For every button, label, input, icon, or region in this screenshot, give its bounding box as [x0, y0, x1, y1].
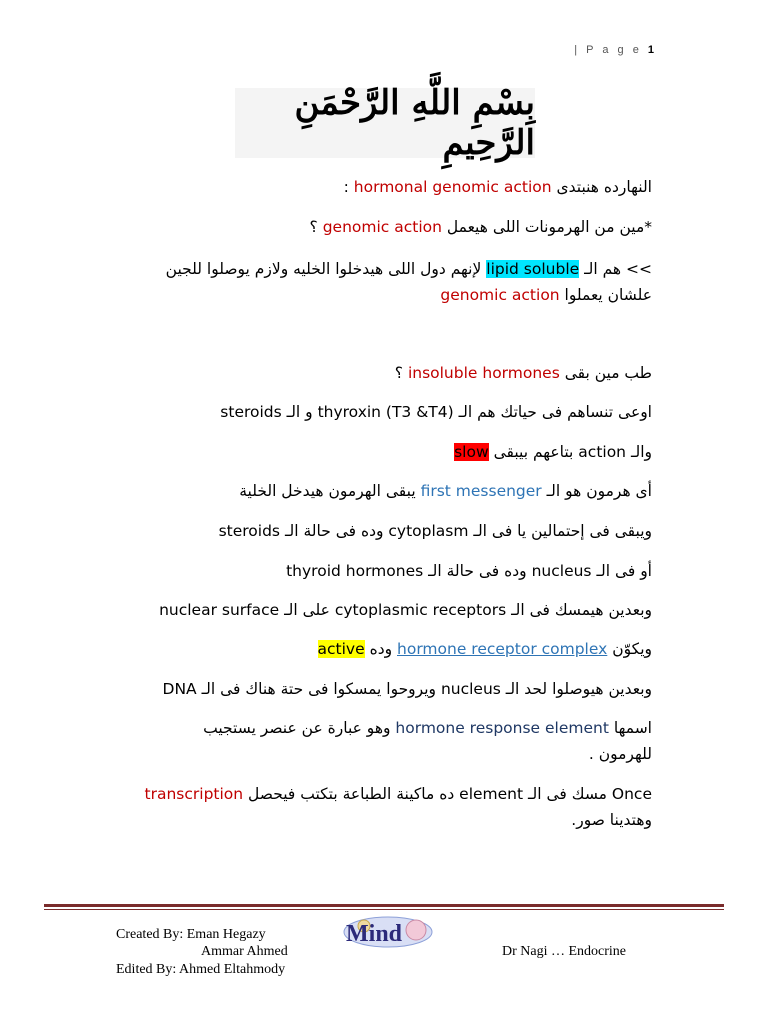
basmala-heading: بِسْمِ اللَّهِ الرَّحْمَنِ الرَّحِيمِ [235, 88, 535, 158]
footer-divider-thin [44, 909, 724, 910]
text-line: النهارده هنبتدى hormonal genomic action : [343, 178, 652, 196]
page-number: | P a g e 1 [574, 44, 654, 56]
text-line: علشان يعملوا genomic action [440, 286, 652, 304]
text-line: Once مسك فى الـ element ده ماكينة الطباعة بتكتب فيحصل transcription [144, 785, 652, 803]
minds-logo [338, 912, 448, 952]
footer-course: Dr Nagi … Endocrine [502, 944, 627, 959]
text-line: وبعدين هيوصلوا لحد الـ nucleus ويروحوا يمسكوا فى حتة هناك فى الـ DNA [162, 680, 652, 698]
footer-second-author: Ammar Ahmed [201, 944, 288, 959]
text-line: وهتدينا صور. [571, 811, 652, 829]
text-line: للهرمون . [588, 745, 652, 763]
text-line: طب مين بقى insoluble hormones ؟ [394, 364, 652, 382]
text-line: ويبقى فى إحتمالين يا فى الـ cytoplasm وده فى حالة الـ steroids [218, 522, 652, 540]
text-line: أى هرمون هو الـ first messenger يبقى الهرمون هيدخل الخلية [239, 482, 652, 500]
text-line: >> هم الـ lipid soluble لإنهم دول اللى هيدخلوا الخليه ولازم يوصلوا للجين [165, 260, 652, 278]
footer-created-by: Created By: Eman Hegazy [116, 927, 266, 942]
text-line: اوعى تنساهم فى حياتك هم الـ thyroxin (T3 &T4) و الـ steroids [220, 403, 652, 421]
text-line: ويكوّن hormone receptor complex وده active [317, 640, 652, 658]
svg-text:Mind: Mind [346, 921, 403, 947]
text-line: والـ action بتاعهم بيبقى slow [454, 443, 652, 461]
footer-divider [44, 904, 724, 907]
text-line: وبعدين هيمسك فى الـ cytoplasmic receptors على الـ nuclear surface [159, 601, 652, 619]
text-line: اسمها hormone response element وهو عبارة عن عنصر يستجيب [203, 719, 652, 737]
footer-edited-by: Edited By: Ahmed Eltahmody [116, 962, 286, 977]
text-line: *مين من الهرمونات اللى هيعمل genomic action ؟ [309, 218, 652, 236]
text-line: أو فى الـ nucleus وده فى حالة الـ thyroid hormones [286, 562, 652, 580]
hormone-receptor-complex-link[interactable]: hormone receptor complex [397, 640, 608, 658]
